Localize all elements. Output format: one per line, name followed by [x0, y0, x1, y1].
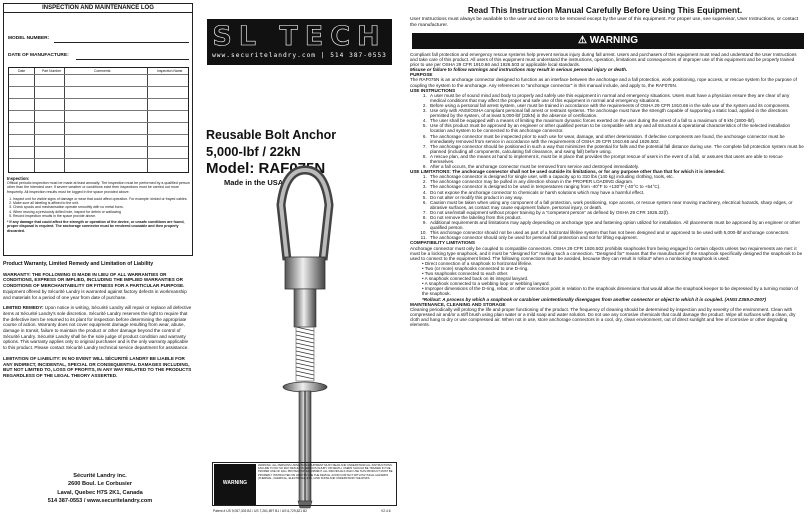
warning-badge: WARNING [214, 464, 256, 505]
use-instruction-item: 5. Use of this product must be approved by an engineer or other qualified person to be compatible with any and all structural & operational characteristics of the selected installation location and system to be connected to this anchorage connector. [428, 123, 804, 133]
use-instruction-item: 3. Use only with ANSI/OSHA compliant personal fall arrest or restraint systems. The anchorage must have the strength capable of supporting a static load, applied in the directions permitted by the system, of at least 5,000-lbf (22kN) in the absence of certification. [428, 108, 804, 118]
inspection-step: 4. When reusing a previously drilled hole, inspect for debris or wallowing [13, 210, 191, 214]
logo-name: SL TECH [212, 21, 387, 52]
model-number-label: MODEL NUMBER: [8, 36, 50, 41]
compatibility-item: • A snaphook connected to a webbing loop or webbing lanyard. [422, 281, 550, 287]
use-limitation-item: 7. Do not use/install equipment without proper training by a "competent person" as defined by OSHA 29 CFR 1926.32(f). [428, 210, 804, 215]
made-in-usa: Made in the USA [224, 178, 284, 187]
purpose-heading: PURPOSE [410, 72, 433, 78]
product-name: Reusable Bolt Anchor [206, 128, 337, 142]
limited-remedy-text: Upon notice in writing, Sécurité Landry will repair or replace all defective items at Sécurité Landry's sole discretion. Sécurité Landry reserves the right to require that the defective item be returned to its plant for inspection before determining the appropriate course of action. Warranty does not cover equipment damage resulting from wear, abuse, damage in transit, failure to maintain the product or other damage beyond the control of Sécurité Landry. Sécurité Landry shall be the sole judge of product condition and warranty options. This warranty applies only to original purchaser and is the only warranty applicable to this product. Please contact Sécurité Landry technical service department for assistance. [3, 305, 192, 351]
maintenance-text: Cleaning periodically will prolong the life and proper functioning of the product. The frequency of cleaning should be determined by inspection and by severity of the environment. Clean with compressed air and/or a stiff brush using plain water or a mild soap and water solution. Do not use any corrosive chemicals that could damage the product. Wipe all surfaces with a clean, dry cloth and hang to dry or use compressed air. When not in use, store anchorage connectors in a cool, dry, clean environment, out of direct sunlight and free of corrosive or other degrading elements. [410, 306, 796, 327]
log-table [8, 67, 189, 173]
inspection-note: * If any damage that could affect the strength or operation of the device, or unsafe conditions are found, proper disposal is required. The anchorage connector must be rendered unusable and then properly discarded. [7, 219, 185, 233]
divider [147, 68, 148, 172]
use-limitation-item: 3. The anchorage connector is designed to be used in temperatures ranging from -40°F to +130°F (-40°C to +54°C). [428, 184, 804, 189]
limited-remedy-bold: LIMITED REMEDY: [3, 305, 44, 311]
column-header: Inspection Name [157, 69, 183, 73]
liability-bold: LIMITATION OF LIABILITY: IN NO EVENT WILL SÉCURITÉ LANDRY BE LIABLE FOR ANY INDIRECT, INCIDENTAL, SPECIAL OR CONSEQUENTIAL DAMAGES INCLUDING, BUT NOT LIMITED TO, LOSS OF PROFITS, IN ANY WAY RELATED TO THE PRODUCTS REGARDLESS OF THE LEGAL THEORY ASSERTED. [3, 355, 192, 378]
use-limitation-item: 8. Do not remove the labeling from this product. [428, 215, 804, 220]
use-limitations-heading: USE LIMITATIONS: The anchorage connector shall not be used outside its limitations, or for any purpose other than that for which it is intended. [410, 169, 725, 175]
divider [9, 122, 188, 123]
address-line: Sécurité Landry inc. [73, 473, 127, 479]
product-rating: 5,000-lbf / 22kN [206, 144, 301, 159]
sl-tech-logo [207, 19, 392, 65]
address-line: 2600 Boul. Le Corbusier [67, 481, 133, 488]
inspection-step: 2. Make sure all labeling is affixed to the unit. [13, 201, 191, 205]
model-number-field[interactable] [54, 42, 189, 43]
company-address [30, 472, 170, 506]
address-line: Laval, Quebec H7S 2K1, Canada [57, 489, 143, 496]
use-limitation-item: 4. Do not expose the anchorage connector to chemicals or harsh solutions which may have a harmful effect. [428, 190, 804, 195]
instructions-title: Read This Instruction Manual Carefully Before Using This Equipment. [467, 5, 743, 15]
patent-numbers: Patent # US 9,057,303 B2 / US 7,261,897 B1 / US 6,729,821 B2 [213, 509, 308, 513]
divider [9, 98, 188, 99]
divider [9, 134, 188, 135]
use-limitation-item: 2. The anchorage connector may be pulled in any direction shown in the PROPER LOADING diagram. [428, 179, 804, 184]
compatibility-text: Anchorage connector must only be coupled to compatible connectors. OSHA 29 CFR 1926.502 prohibits snaphooks from being engaged to certain objects unless two requirements are met: it must be a locking type snaphook, and it must be "designed for" making such a connection. "Designed for" means that the manufacturer of the snaphook specifically designed the snaphook to be used to connect to the equipment listed. The following connections must be avoided, because they can result in rollout* when a nonlocking snaphook is used: [410, 245, 803, 261]
column-header: Part Number [42, 69, 62, 73]
instructions-intro: User Instructions must always be available to the user and are not to be removed except by the user of this equipment. For proper use, see supervisor, User Instructions, or contact the manufacturer. [410, 17, 799, 28]
inspection-log [3, 3, 193, 256]
use-instruction-item: 4. The user shall be equipped with a means of limiting the maximum dynamic forces exerted on the user during the arrest of a fall to a maximum of 8 kN (1800-lbf). [428, 118, 804, 123]
version-number: V2.4.6 [381, 509, 391, 513]
warranty-heading: Product Warranty, Limited Remedy and Limitation of Liability [3, 261, 154, 267]
compatibility-item: • Two snaphooks connected to each other. [422, 271, 509, 277]
product-model: Model: RAF075N [206, 160, 326, 177]
divider [64, 68, 65, 172]
intro-paragraph: Compliant fall protection and emergency rescue systems help prevent serious injury during fall arrest. Users and purchasers of this equipment must read and understand the User Instructions and take care of this product. All users of this equipment must understand the instructions, operation, limitations and consequences of improper use of this equipment and be properly trained prior to use per OSHA 29 CFR 1910.66 and 1926.503 or applicable local standards. [410, 52, 797, 68]
divider [34, 68, 35, 172]
use-instruction-item: 8. A rescue plan, and the means at hand to implement it, must be in place that provides the prompt rescue of users in the event of a fall, or assures that users are able to rescue themselves. [428, 154, 804, 164]
date-of-manufacture-label: DATE OF MANUFACTURE: [8, 53, 69, 58]
warranty-bold: WARRANTY: THE FOLLOWING IS MADE IN LIEU OF ALL WARRANTIES OR CONDITIONS, EXPRESS OR IMPLIED, INCLUDING THE IMPLIED WARRANTIES OR CONDITIONS OF MERCHANTABILITY OR FITNESS FOR A PARTICULAR PURPOSE. [3, 271, 185, 289]
use-limitation-item: 1. The anchorage connector is designed for single user, with a capacity up to 310 lbs (140 kg) including clothing, tools, etc. [428, 174, 804, 179]
use-instruction-item: 9. After a fall occurs, the anchorage connector must be removed from service and destroyed immediately. [428, 164, 804, 169]
warranty-text: Equipment offered by Sécurité Landry is warranted against factory defects in workmanship and materials for a period of one year from date of purchase. [3, 288, 187, 300]
compatibility-item: • Improper dimensions of the D-ring, rebar, or other connection point in relation to the snaphook dimensions that would allow the snaphook keeper to be depressed by a turning motion of the snaphook. [422, 286, 798, 297]
anchor-washer [283, 382, 327, 392]
use-instruction-item: 2. Before using a personal fall arrest system, user must be trained in accordance with the requirements of OSHA 29 CFR 1910.66 in the safe use of the system and its components. [428, 103, 804, 108]
warning-label [212, 462, 397, 506]
warranty-section [3, 262, 193, 384]
inspection-text: Official periodic inspection must be made at least annually. The inspection must be performed by a qualified person other than the intended user. If severe weather or conditions exist then inspections must be carried out more frequently. All inspection results must be logged in the space provided above. [7, 181, 190, 194]
rollout-definition: *Rollout: A process by which a snaphook or carabiner unintentionally disengages from another connector or object to which it is coupled. (ANSI Z359.0-2007) [422, 296, 766, 302]
divider [9, 158, 188, 159]
compatibility-item: • Two (or more) snaphooks connected to one D-ring. [422, 265, 529, 271]
compatibility-item: • Direct connection of a snaphook to horizontal lifeline. [422, 260, 533, 266]
date-of-manufacture-field[interactable] [76, 59, 189, 60]
use-instructions-heading: USE INSTRUCTIONS [410, 87, 456, 93]
address-line: 514 387-0553 / www.securitelandry.com [47, 498, 153, 505]
warranty-paragraph [3, 272, 193, 301]
warning-label-text: WARNING: ALL PERSONS USING THIS EQUIPMENT MUST READ AND UNDERSTAND ALL INSTRUCTIONS. FAILURE TO DO SO MAY RESULT IN SERIOUS INJURY OR DEATH. USERS SHOULD BE TRAINED IN THE PROPER USE OF FALL PROTECTION EQUIPMENT. ALL INDIVIDUALS WHO USE THIS PRODUCT MUST BE PROPERLY INSTRUCTED ON HOW TO USE THE DEVICE, AVOID CONTACT WITH PHYSICAL HAZARDS (THERMAL, CHEMICAL, ELECTRICAL, ETC.) AND KNOW AND UNDERSTAND THE RISKS. [258, 464, 393, 480]
bolt-anchor-illustration [255, 165, 355, 510]
anchor-spring [296, 327, 314, 379]
use-instruction-item: 7. The anchorage connector should be positioned in such a way that minimizes the potential for falls and the potential fall distance during use. The complete fall protection system must be planned (including all components, calculating fall clearance, and swing fall) before using. [428, 144, 804, 154]
limited-remedy-paragraph [3, 305, 193, 351]
liability-paragraph [3, 356, 193, 379]
inspection-step: 3. Check spools and mechanisation operate smoothly with no metal burrs. [13, 205, 191, 209]
use-instruction-item: 6. The anchorage connector must be inspected prior to each use for wear, damage, and other deterioration. If defective components are found, the anchorage connector must be immediately removed from service in accordance with the requirements of OSHA 29 CFR 1910.66 and 1926.502. [428, 134, 804, 144]
logo-subtitle: www.securitelandry.com | 514 387-0553 [212, 52, 387, 59]
use-limitation-item: 10. This anchorage connector should not be used as part of a horizontal lifeline system that has not been designed and or approved to be used with 5,000-lbf anchorage connectors. [428, 230, 804, 235]
inspection-step: 1. Inspect unit for visible signs of damage or wear that could affect operation. For example: kinked or frayed cables. [13, 197, 191, 201]
column-header: Comments [94, 69, 111, 73]
divider [9, 74, 188, 75]
use-instruction-item: 1. A user must be of sound mind and body to properly and safely use this equipment in normal and emergency situations. Users must have a physician ensure they are clear of any medical conditions that may affect the proper and safe use of this equipment in normal and emergency situations. [428, 93, 804, 103]
use-limitation-item: 11. The anchorage connector should only be used for personal fall protection and not for lifting equipment. [428, 235, 804, 240]
anchor-ferrule [285, 257, 325, 289]
inspection-heading: Inspection: [7, 176, 30, 181]
divider [9, 146, 188, 147]
purpose-text: The RAF075N is an anchorage connector designed to function as an interface between the anchorage and a fall protection, work positioning, rope access, or rescue system for the purpose of coupling the system to the anchorage. Any references to "anchorage connector" in this manual include, and apply to, the RAF075N. [410, 77, 797, 88]
column-header: Date [18, 69, 26, 73]
maintenance-heading: MAINTENANCE, CLEANING AND STORAGE [410, 301, 506, 307]
instructions-body [410, 52, 804, 327]
log-title: INSPECTION AND MAINTENANCE LOG [4, 4, 192, 13]
use-limitation-item: 6. Caution must be taken when using any component of a fall protection, work positioning, rope access, or rescue system near moving machinery, electrical hazards, sharp edges, or abrasive surfaces, as contact may cause equipment failure, personal injury, or death. [428, 200, 804, 210]
divider [9, 86, 188, 87]
inspection-step: 5. Record inspection results in the space provide above. [13, 214, 191, 218]
compatibility-heading: COMPATIBILITY LIMITATIONS [410, 240, 475, 246]
misuse-warning: Misuse or failure to follow warnings and instructions may result in serious personal injury or death. [410, 67, 628, 73]
compatibility-item: • A snaphook connected back on its integral lanyard. [422, 276, 529, 282]
warning-banner: ⚠ WARNING [412, 33, 804, 49]
use-limitation-item: 9. Additional requirements and limitations may apply depending on anchorage type and fastening option utilized for installation. All placements must be approved by an engineer or other qualified person. [428, 220, 804, 230]
use-limitation-item: 5. Do not alter or modify this product in any way. [428, 195, 804, 200]
divider [9, 110, 188, 111]
inspection-section [7, 176, 191, 233]
anchor-sleeve [294, 289, 316, 327]
